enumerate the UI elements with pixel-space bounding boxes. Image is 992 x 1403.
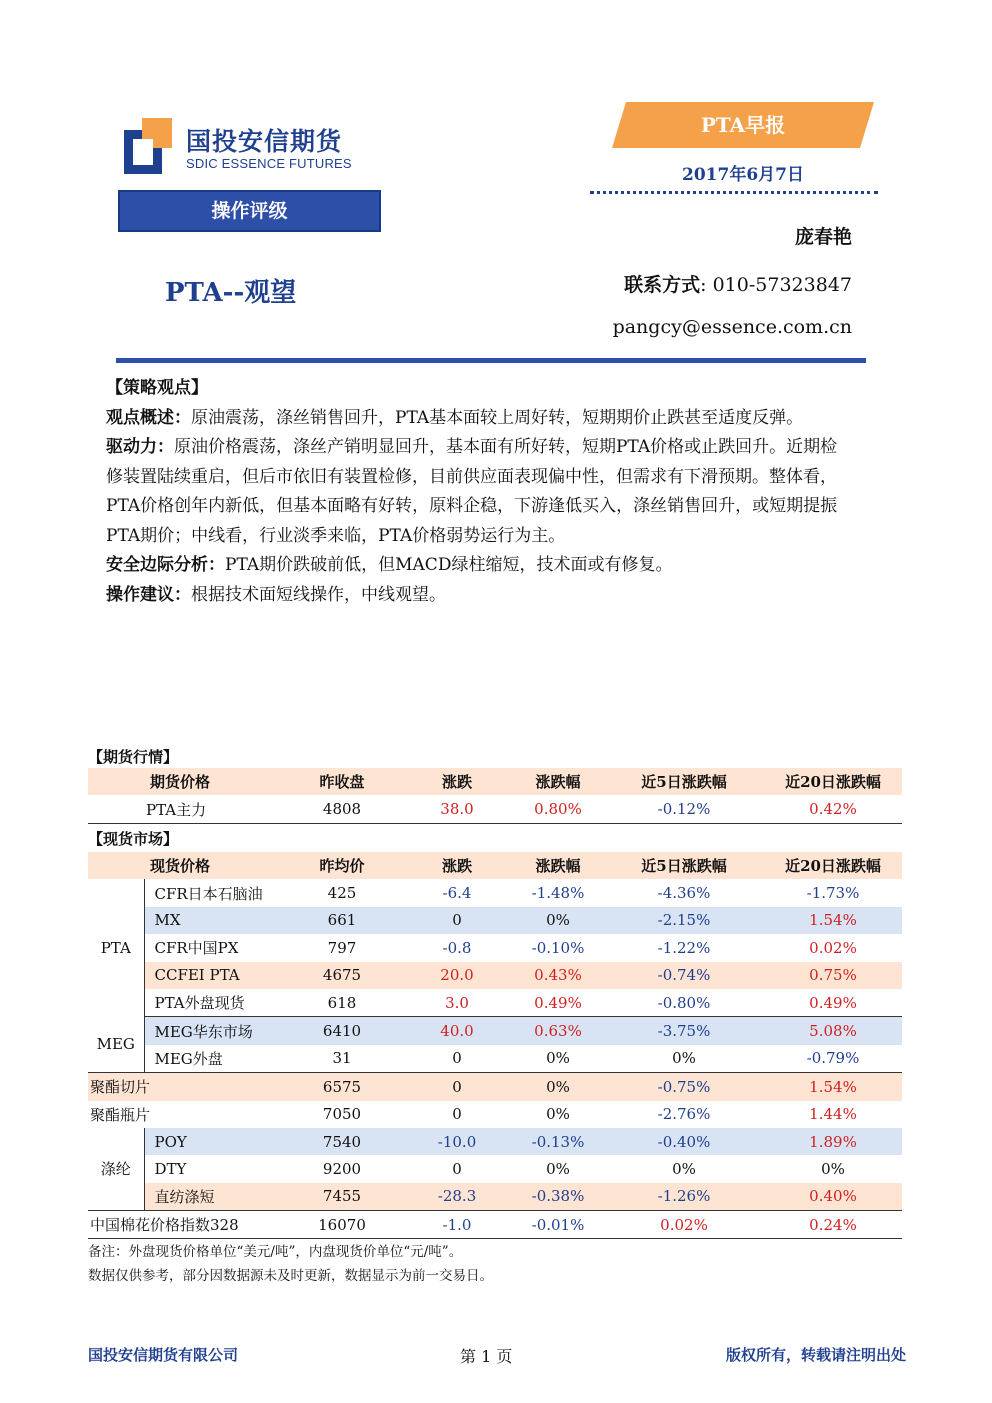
logo-text-cn: 国投安信期货 [186,127,343,156]
spot-section-title: 【现货市场】 [88,830,179,848]
report-date: 2017年6月7日 [682,165,804,185]
table-row [88,907,902,934]
table-cell: -2.15% [604,907,764,934]
column-header: 昨收盘 [282,768,402,795]
footer-company: 国投安信期货有限公司 [88,1346,239,1364]
column-header: 近5日涨跌幅 [604,768,764,795]
table-cell: 0% [546,1105,570,1124]
rating-title: PTA--观望 [165,278,297,308]
table-cell: 1.54% [764,907,902,934]
rating-box [118,190,381,232]
table-cell: 0% [512,1073,604,1101]
contact-label: 联系方式 [624,274,701,296]
table-cell: 6410 [282,1017,402,1045]
table-row [88,795,902,823]
table-cell: 0% [512,907,604,934]
column-header: 期货价格 [144,768,282,795]
table-cell: PTA外盘现货 [144,989,282,1017]
table-cell: 0 [452,1159,462,1178]
column-header: 昨均价 [282,852,402,879]
strategy-section [106,374,846,610]
table-cell: 7050 [322,1105,362,1124]
table-cell: -0.01% [512,1211,604,1239]
table-cell: 0.24% [764,1211,902,1239]
table-cell: -0.10% [531,938,585,957]
table-cell: CFR日本石脑油 [154,884,263,903]
report-tag-label: PTA早报 [700,113,786,137]
table-cell: 0% [512,1045,604,1073]
strategy-paragraph [106,433,846,551]
paragraph-label: 观点概述： [106,407,191,428]
table-cell: 中国棉花价格指数328 [88,1211,282,1239]
spot-table [88,852,902,1239]
table-cell: MEG外盘 [144,1045,282,1073]
logo-mark-icon [124,118,172,174]
table-cell: 6575 [282,1073,402,1101]
table-cell: 1.54% [764,1073,902,1101]
futures-table [88,768,902,824]
table-cell: 5.08% [764,1017,902,1045]
paragraph-label: 操作建议： [106,584,191,605]
contact-email: pangcy@essence.com.cn [612,316,852,338]
table-cell: 0% [604,1045,764,1073]
table-cell: 618 [282,989,402,1017]
column-header: 近5日涨跌幅 [604,852,764,879]
table-cell: -28.3 [402,1183,512,1211]
table-cell: -0.74% [604,962,764,989]
table-cell: -2.76% [657,1105,711,1124]
table-cell: 0 [402,907,512,934]
table-row [88,962,902,989]
table-cell: 0% [821,1159,845,1178]
table-cell: 0.42% [764,795,902,823]
table-cell: 0 [402,1045,512,1073]
table-cell: 425 [327,884,357,903]
table-row [88,989,902,1017]
table-row [88,1017,902,1045]
paragraph-text: 根据技术面短线操作，中线观望。 [191,584,446,605]
table-cell: 0.40% [764,1183,902,1211]
table-row [88,1211,902,1239]
table-row [88,1155,902,1182]
table-cell: 0.80% [512,795,604,823]
table-cell: -4.36% [657,884,711,903]
table-cell: -6.4 [442,884,472,903]
table-cell: 0.02% [604,1211,764,1239]
paragraph-label: 安全边际分析： [106,555,225,575]
table-cell: 0% [672,1159,696,1178]
table-cell: -0.79% [764,1045,902,1073]
table-header-row [88,852,902,879]
table-row [88,1101,902,1128]
table-cell: -1.26% [604,1183,764,1211]
group-label: PTA [88,879,144,1016]
table-cell [88,795,144,823]
table-cell: -0.12% [604,795,764,823]
table-header-row [88,768,902,795]
strategy-title: 【策略观点】 [106,378,208,398]
table-cell: 3.0 [402,989,512,1017]
note-line: 备注：外盘现货价格单位“美元/吨”，内盘现货价单位“元/吨”。 [88,1244,463,1260]
table-cell: -1.48% [531,884,585,903]
paragraph-label: 驱动力： [106,437,174,457]
table-cell: 20.0 [402,962,512,989]
table-cell: 9200 [322,1159,362,1178]
table-cell: 0 [452,1105,462,1124]
paragraph-text: PTA期价跌破前低，但MACD绿柱缩短，技术面或有修复。 [225,555,673,575]
table-cell: CFR中国PX [154,939,239,958]
table-cell: -1.22% [657,938,711,957]
table-row [88,934,902,961]
table-cell: 0% [546,1159,570,1178]
table-cell: 0.49% [512,989,604,1017]
table-cell: 38.0 [402,795,512,823]
table-cell: 7455 [282,1183,402,1211]
table-cell: DTY [154,1159,187,1178]
table-cell: 0.63% [512,1017,604,1045]
table-cell: 0.75% [764,962,902,989]
table-cell: MX [144,907,282,934]
table-cell: -0.38% [512,1183,604,1211]
table-cell: 0 [402,1073,512,1101]
column-header: 近20日涨跌幅 [764,852,902,879]
table-cell: 4675 [282,962,402,989]
table-cell: MEG华东市场 [144,1017,282,1045]
table-row [88,1183,902,1211]
column-header: 涨跌 [402,852,512,879]
table-cell: CCFEI PTA [144,962,282,989]
column-header: 涨跌幅 [512,768,604,795]
table-row [88,1073,902,1101]
column-header: 近20日涨跌幅 [764,768,902,795]
column-header: 涨跌 [402,768,512,795]
group-label: 涤纶 [88,1128,144,1211]
table-cell: 797 [327,938,357,957]
column-header: 现货价格 [144,852,282,879]
contact-line [624,270,852,297]
strategy-paragraph [106,551,846,581]
paragraph-text: 原油价格震荡，涤丝产销明显回升，基本面有所好转，短期PTA价格或止跌回升。近期检修装置陆续重启，但后市依旧有装置检修，目前供应面表现偏中性，但需求有下滑预期。整体看，PTA价格创年内新低，但基本面略有好转，原料企稳，下游逢低买入，涤丝销售回升，或短期提振PTA期价；中线看，行业淡季来临，PTA价格弱势运行为主。 [106,437,838,546]
report-tag [612,102,874,148]
futures-section-title: 【期货行情】 [88,748,179,766]
rating-label: 操作评级 [211,200,288,222]
header-divider [116,358,866,363]
table-cell: -0.75% [604,1073,764,1101]
table-cell: 0.49% [764,989,902,1017]
table-row [88,1128,902,1155]
table-cell: -10.0 [402,1128,512,1155]
table-cell: 7540 [282,1128,402,1155]
table-cell: -0.40% [604,1128,764,1155]
table-cell: 16070 [282,1211,402,1239]
table-cell: 1.89% [764,1128,902,1155]
table-cell: 聚酯切片 [88,1073,282,1101]
logo-text-en: SDIC ESSENCE FUTURES [186,156,352,171]
author-name: 庞春艳 [794,226,852,248]
table-cell: 661 [282,907,402,934]
note-line: 数据仅供参考，部分因数据源未及时更新，数据显示为前一交易日。 [88,1268,493,1284]
table-cell: -1.73% [806,884,860,903]
table-cell: 31 [282,1045,402,1073]
table-row [88,879,902,906]
table-cell: PTA主力 [144,795,282,823]
strategy-paragraph [106,581,846,611]
table-cell: 0.43% [512,962,604,989]
table-cell: -3.75% [604,1017,764,1045]
strategy-paragraph [106,404,846,434]
table-cell: 直纺涤短 [144,1183,282,1211]
table-cell: 40.0 [402,1017,512,1045]
table-cell: -1.0 [402,1211,512,1239]
table-cell: POY [144,1128,282,1155]
company-logo [124,118,364,174]
footer-copyright: 版权所有，转载请注明出处 [725,1346,906,1364]
date-divider [590,191,878,194]
table-row [88,1045,902,1073]
table-cell: 4808 [282,795,402,823]
table-notes [88,1240,493,1288]
contact-phone: : 010-57323847 [700,274,852,296]
table-cell: 1.44% [809,1105,857,1124]
table-cell: -0.13% [512,1128,604,1155]
table-cell: 聚酯瓶片 [90,1105,151,1124]
table-cell: -0.80% [604,989,764,1017]
group-label: MEG [88,1017,144,1073]
paragraph-text: 原油震荡，涤丝销售回升，PTA基本面较上周好转，短期期价止跌甚至适度反弹。 [191,407,804,428]
table-cell: -0.8 [442,938,472,957]
column-header: 涨跌幅 [512,852,604,879]
table-cell: 0.02% [809,938,857,957]
page-number: 第 1 页 [460,1347,513,1366]
